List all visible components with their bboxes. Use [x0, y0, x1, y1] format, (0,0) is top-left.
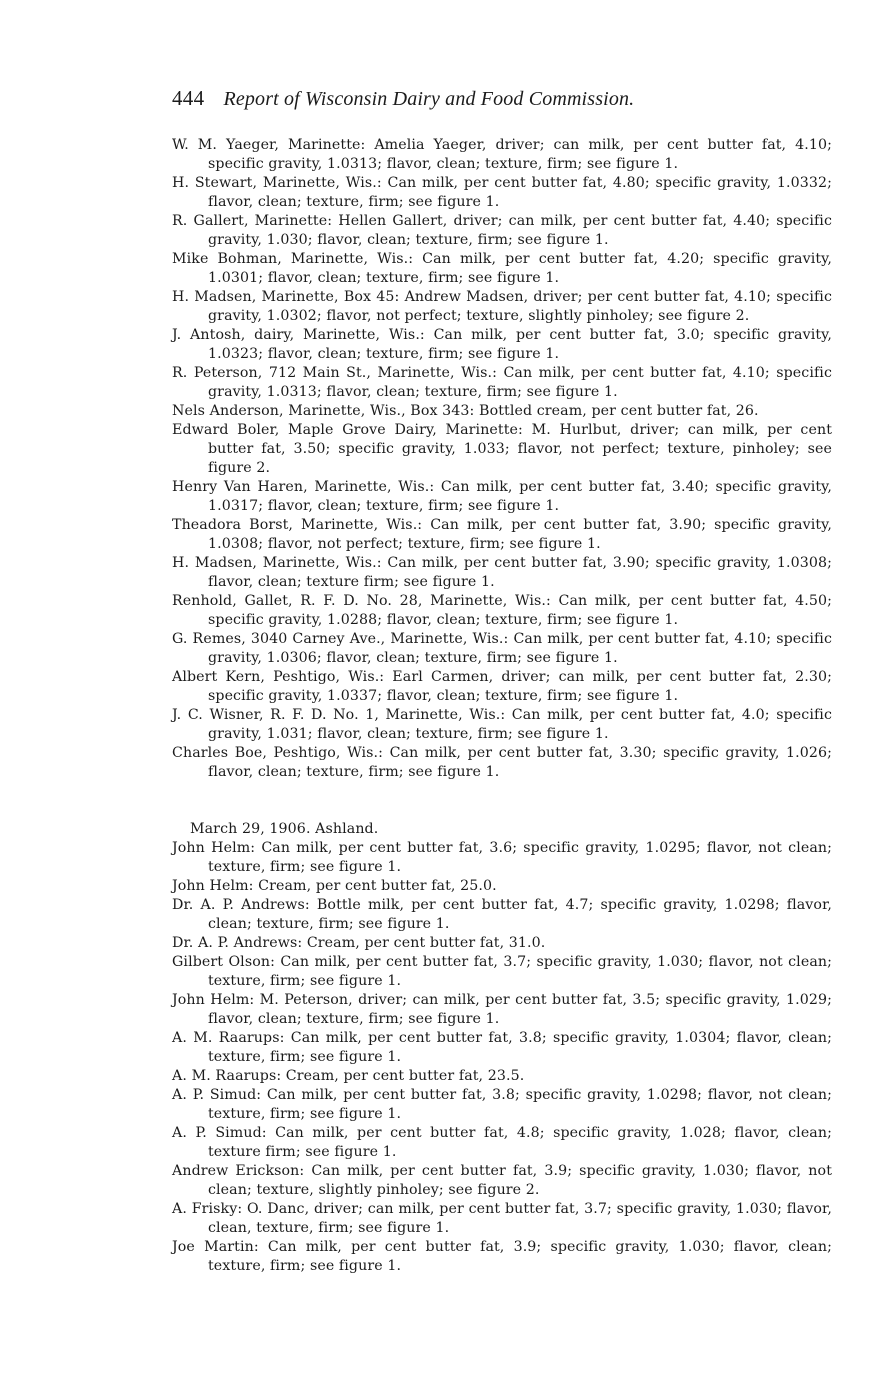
sample-entry: Theadora Borst, Marinette, Wis.: Can milk, per cent butter fat, 3.90; specific gravity, 1.0308; flavor, not perfect; texture, firm; see figure 1. [172, 517, 832, 552]
sample-entry: Andrew Erickson: Can milk, per cent butter fat, 3.9; specific gravity, 1.030; flavor, not clean; texture, slightly pinholey; see figure 2. [172, 1163, 832, 1198]
sample-entry: G. Remes, 3040 Carney Ave., Marinette, Wis.: Can milk, per cent butter fat, 4.10; specific gravity, 1.0306; flavor, clean; texture, firm; see figure 1. [172, 631, 832, 666]
sample-entry: A. P. Simud: Can milk, per cent butter fat, 3.8; specific gravity, 1.0298; flavor, not clean; texture, firm; see figure 1. [172, 1087, 832, 1122]
sample-entry: Mike Bohman, Marinette, Wis.: Can milk, per cent butter fat, 4.20; specific gravity, 1.0301; flavor, clean; texture, firm; see figure 1. [172, 251, 832, 286]
ashland-entries [172, 839, 832, 1276]
page-header [172, 86, 812, 116]
section-heading-ashland: March 29, 1906. Ashland. [190, 821, 379, 837]
sample-entry: J. C. Wisner, R. F. D. No. 1, Marinette, Wis.: Can milk, per cent butter fat, 4.0; specific gravity, 1.031; flavor, clean; texture, firm; see figure 1. [172, 707, 832, 742]
page-number: 444 [172, 86, 205, 110]
sample-entry: J. Antosh, dairy, Marinette, Wis.: Can milk, per cent butter fat, 3.0; specific gravity, 1.0323; flavor, clean; texture, firm; see figure 1. [172, 327, 832, 362]
report-body [172, 136, 832, 1276]
sample-entry: Albert Kern, Peshtigo, Wis.: Earl Carmen, driver; can milk, per cent butter fat, 2.30; specific gravity, 1.0337; flavor, clean; texture, firm; see figure 1. [172, 669, 832, 704]
marinette-entries [172, 136, 832, 782]
running-title: Report of Wisconsin Dairy and Food Commission. [223, 88, 635, 110]
sample-entry: A. P. Simud: Can milk, per cent butter fat, 4.8; specific gravity, 1.028; flavor, clean; texture firm; see figure 1. [172, 1125, 832, 1160]
sample-entry: R. Peterson, 712 Main St., Marinette, Wis.: Can milk, per cent butter fat, 4.10; specific gravity, 1.0313; flavor, clean; texture, firm; see figure 1. [172, 365, 832, 400]
sample-entry: John Helm: Cream, per cent butter fat, 25.0. [172, 878, 497, 894]
sample-entry: H. Madsen, Marinette, Wis.: Can milk, per cent butter fat, 3.90; specific gravity, 1.0308; flavor, clean; texture firm; see figure 1. [172, 555, 832, 590]
sample-entry: John Helm: Can milk, per cent butter fat, 3.6; specific gravity, 1.0295; flavor, not clean; texture, firm; see figure 1. [172, 840, 832, 875]
sample-entry: H. Madsen, Marinette, Box 45: Andrew Madsen, driver; per cent butter fat, 4.10; specific gravity, 1.0302; flavor, not perfect; texture, slightly pinholey; see figure 2. [172, 289, 832, 324]
sample-entry: John Helm: M. Peterson, driver; can milk, per cent butter fat, 3.5; specific gravity, 1.029; flavor, clean; texture, firm; see figure 1. [172, 992, 832, 1027]
sample-entry: H. Stewart, Marinette, Wis.: Can milk, per cent butter fat, 4.80; specific gravity, 1.0332; flavor, clean; texture, firm; see figure 1. [172, 175, 832, 210]
sample-entry: A. M. Raarups: Cream, per cent butter fat, 23.5. [172, 1068, 525, 1084]
sample-entry: Edward Boler, Maple Grove Dairy, Marinette: M. Hurlbut, driver; can milk, per cent butter fat, 3.50; specific gravity, 1.033; flavor, not perfect; texture, pinholey; see figure 2. [172, 422, 832, 476]
sample-entry: Renhold, Gallet, R. F. D. No. 28, Marinette, Wis.: Can milk, per cent butter fat, 4.50; specific gravity, 1.0288; flavor, clean; texture, firm; see figure 1. [172, 593, 832, 628]
sample-entry: Joe Martin: Can milk, per cent butter fat, 3.9; specific gravity, 1.030; flavor, clean; texture, firm; see figure 1. [172, 1239, 832, 1274]
sample-entry: Dr. A. P. Andrews: Cream, per cent butter fat, 31.0. [172, 935, 546, 951]
sample-entry: A. M. Raarups: Can milk, per cent butter fat, 3.8; specific gravity, 1.0304; flavor, clean; texture, firm; see figure 1. [172, 1030, 832, 1065]
sample-entry: Charles Boe, Peshtigo, Wis.: Can milk, per cent butter fat, 3.30; specific gravity, 1.026; flavor, clean; texture, firm; see figure 1. [172, 745, 832, 780]
sample-entry: Gilbert Olson: Can milk, per cent butter fat, 3.7; specific gravity, 1.030; flavor, not clean; texture, firm; see figure 1. [172, 954, 832, 989]
sample-entry: Nels Anderson, Marinette, Wis., Box 343: Bottled cream, per cent butter fat, 26. [172, 403, 759, 419]
sample-entry: R. Gallert, Marinette: Hellen Gallert, driver; can milk, per cent butter fat, 4.40; specific gravity, 1.030; flavor, clean; texture, firm; see figure 1. [172, 213, 832, 248]
sample-entry: Henry Van Haren, Marinette, Wis.: Can milk, per cent butter fat, 3.40; specific gravity, 1.0317; flavor, clean; texture, firm; see figure 1. [172, 479, 832, 514]
sample-entry: A. Frisky: O. Danc, driver; can milk, per cent butter fat, 3.7; specific gravity, 1.030; flavor, clean, texture, firm; see figure 1. [172, 1201, 832, 1236]
sample-entry: W. M. Yaeger, Marinette: Amelia Yaeger, driver; can milk, per cent butter fat, 4.10; specific gravity, 1.0313; flavor, clean; texture, firm; see figure 1. [172, 137, 832, 172]
sample-entry: Dr. A. P. Andrews: Bottle milk, per cent butter fat, 4.7; specific gravity, 1.0298; flavor, clean; texture, firm; see figure 1. [172, 897, 832, 932]
